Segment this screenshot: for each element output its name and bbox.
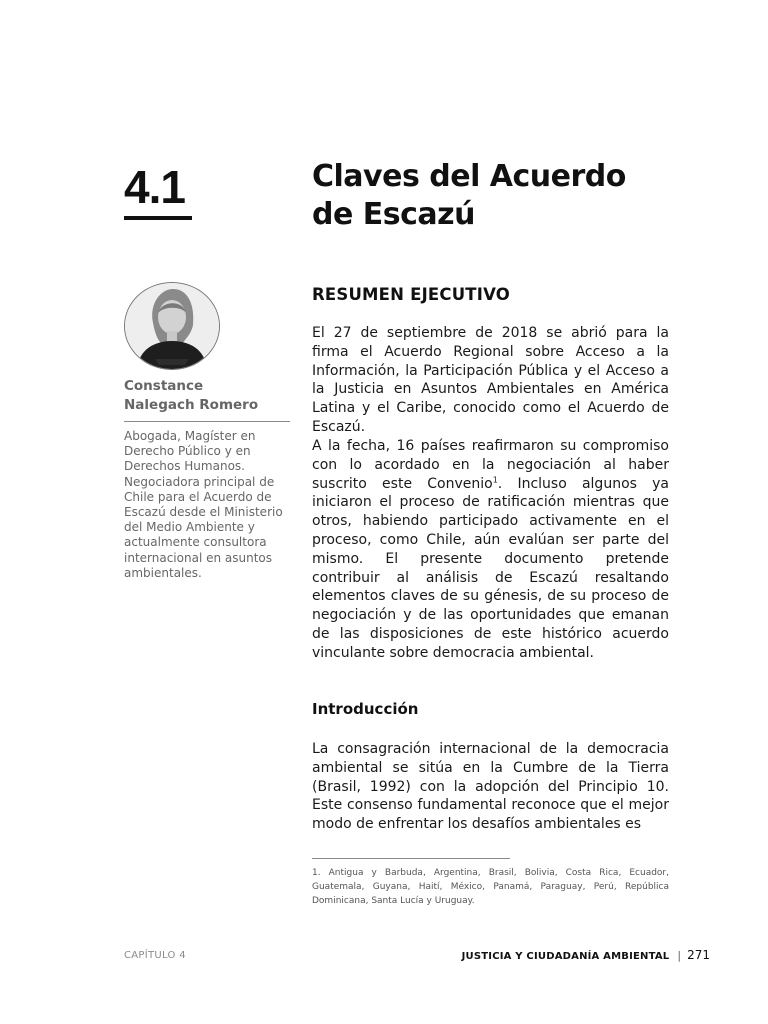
- author-divider: [124, 421, 290, 422]
- author-name: [124, 377, 294, 415]
- intro-heading: Introducción: [312, 700, 419, 718]
- footer-separator: |: [677, 949, 682, 962]
- summary-heading: RESUMEN EJECUTIVO: [312, 285, 510, 304]
- footnote: 1. Antigua y Barbuda, Argentina, Brasil, Bolivia, Costa Rica, Ecuador, Guatemala, Guyana, Haití, México, Panamá, Paraguay, Perú, República Dominicana, Santa Lucía y Uruguay.: [312, 868, 669, 907]
- footer-series-and-page: [462, 948, 710, 962]
- page-number: 271: [687, 948, 710, 962]
- chapter-title-line-1: Claves del Acuerdo: [312, 159, 626, 194]
- author-portrait-icon: [125, 283, 219, 369]
- section-number-underline: [124, 216, 192, 220]
- footer-chapter: CAPÍTULO 4: [124, 950, 186, 961]
- summary-paragraph-2-text-b: . Incluso algunos ya iniciaron el proceso de ratificación mientras que otros, habiendo participado activamente en el proceso, como Chile, aún evalúan ser parte del mismo. El presente documento pretende contribuir al análisis de Escazú resaltando elementos claves de su génesis, de su proceso de negociación y de las oportunidades que emanan de las disposiciones de este histórico acuerdo vinculante sobre democracia ambiental.: [312, 475, 669, 661]
- summary-paragraph-2: [312, 437, 669, 663]
- author-first-name: Constance: [124, 378, 204, 394]
- footer-series: JUSTICIA Y CIUDADANÍA AMBIENTAL: [461, 951, 670, 962]
- footnote-divider: [312, 858, 510, 859]
- summary-paragraph-2-text-a: A la fecha, 16 países reafirmaron su compromiso con lo acordado en la negociación al haber suscrito este Convenio: [312, 438, 669, 492]
- chapter-title-line-2: de Escazú: [312, 197, 475, 232]
- intro-paragraph: La consagración internacional de la democracia ambiental se sitúa en la Cumbre de la Tierra (Brasil, 1992) con la adopción del Principio 10. Este consenso fundamental reconoce que el mejor modo de enfrentar los desafíos ambientales es: [312, 741, 669, 833]
- section-number: 4.1: [124, 161, 185, 213]
- author-avatar: [124, 282, 220, 370]
- footnote-reference: 1: [492, 474, 498, 484]
- summary-paragraph-1: El 27 de septiembre de 2018 se abrió para la firma el Acuerdo Regional sobre Acceso a la Información, la Participación Pública y el Acceso a la Justicia en Asuntos Ambientales en América Latina y el Caribe, conocido como el Acuerdo de Escazú.: [312, 325, 669, 435]
- author-bio: Abogada, Magíster en Derecho Público y en Derechos Humanos. Negociadora principal de Chile para el Acuerdo de Escazú desde el Ministerio del Medio Ambiente y actualmente consultora internacional en asuntos ambientales.: [124, 429, 283, 580]
- chapter-title: [312, 158, 692, 234]
- author-last-name: Nalegach Romero: [124, 397, 259, 413]
